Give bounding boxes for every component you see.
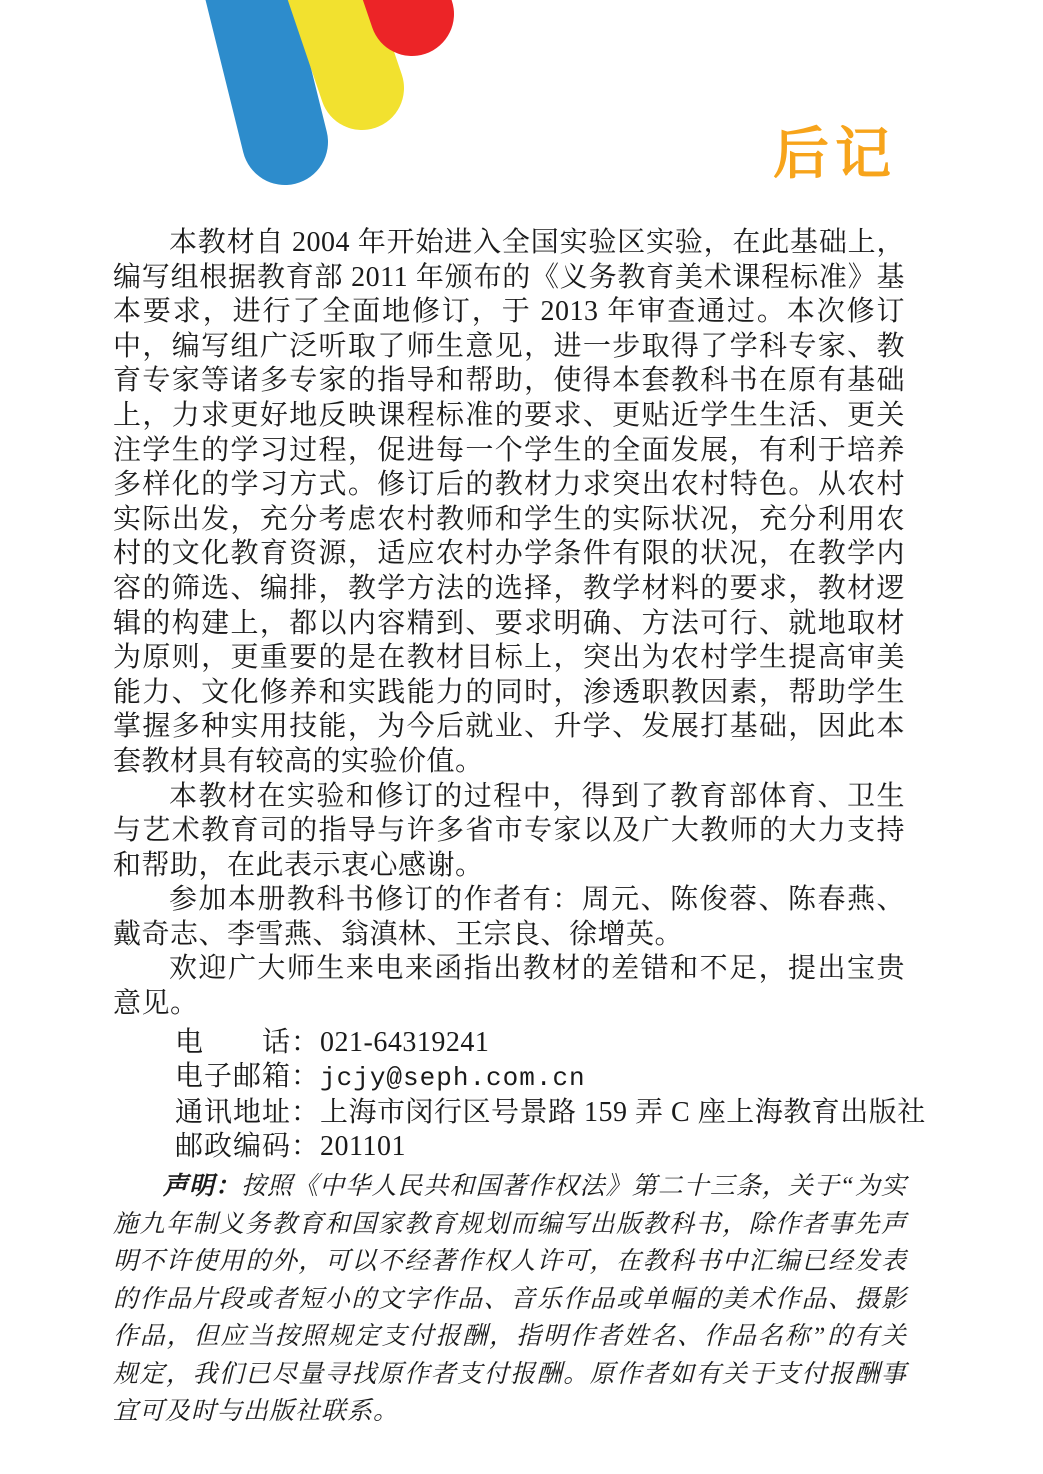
contact-row-phone [175,1026,905,1061]
paragraph-feedback-invitation: 欢迎广大师生来电来函指出教材的差错和不足，提出宝贵意见。 [113,953,905,1020]
contact-row-email [175,1060,905,1096]
phone-label: 电 话： [175,1026,321,1058]
statement-text: 按照《中华人民共和国著作权法》第二十三条，关于“为实施九年制义务教育和国家教育规划而编写出版教科书，除作者事先声明不许使用的外，可以不经著作权人许可，在教科书中汇编已经发表的作品片段或者短小的文字作品、音乐作品或单幅的美术作品、摄影作品，但应当按照规定支付报酬，指明作者姓名、作品名称”的有关规定，我们已尽量寻找原作者支付报酬。原作者如有关于支付报酬事宜可及时与出版社联系。 [113,1173,907,1425]
paragraph-acknowledgement: 本教材在实验和修订的过程中，得到了教育部体育、卫生与艺术教育司的指导与许多省市专家以及广大教师的大力支持和帮助，在此表示衷心感谢。 [113,780,905,881]
address-label: 通讯地址： [175,1096,321,1128]
contact-row-postcode [175,1130,905,1165]
page-title: 后记 [773,122,897,185]
brush-stroke-red [380,0,412,14]
paragraph-revision-history: 本教材自 2004 年开始进入全国实验区实验，在此基础上，编写组根据教育部 2011 年颁布的《义务教育美术课程标准》基本要求，进行了全面地修订，于 2013 年审查通过。本次修订中，编写组广泛听取了师生意见，进一步取得了学科专家、教育专家等诸多专家的指导和帮助，使得本套教科书在原有基础上，力求更好地反映课程标准的要求、更贴近学生生活、更关注学生的学习过程，促进每一个学生的全面发展，有利于培养多样化的学习方式。修订后的教材力求突出农村特色。从农村实际出发，充分考虑农村教师和学生的实际状况，充分利用农村的文化教育资源，适应农村办学条件有限的状况，在教学内容的筛选、编排，教学方法的选择，教学材料的要求，教材逻辑的构建上，都以内容精到、要求明确、方法可行、就地取材为原则，更重要的是在教材目标上，突出为农村学生提高审美能力、文化修养和实践能力的同时，渗透职教因素，帮助学生掌握多种实用技能，为今后就业、升学、发展打基础，因此本套教材具有较高的实验价值。 [113,227,905,777]
brush-strokes-decoration [0,0,520,220]
postcode-value: 201101 [320,1131,406,1163]
paragraph-authors: 参加本册教科书修订的作者有：周元、陈俊蓉、陈春燕、戴奇志、李雪燕、翁滇林、王宗良、徐增英。 [113,884,905,950]
address-value: 上海市闵行区号景路 159 弄 C 座上海教育出版社 [320,1096,926,1128]
statement-label: 声明： [163,1173,242,1200]
email-value: jcjy@seph.com.cn [320,1063,586,1094]
afterword-body [113,226,926,1165]
postcode-label: 邮政编码： [175,1131,321,1163]
brush-stroke-yellow [305,0,362,88]
copyright-statement-block [113,1168,907,1431]
brush-stroke-blue [230,0,285,142]
email-label: 电子邮箱： [175,1061,321,1093]
contact-row-address [175,1096,926,1131]
contact-block [175,1026,926,1165]
phone-value: 021-64319241 [320,1026,490,1058]
